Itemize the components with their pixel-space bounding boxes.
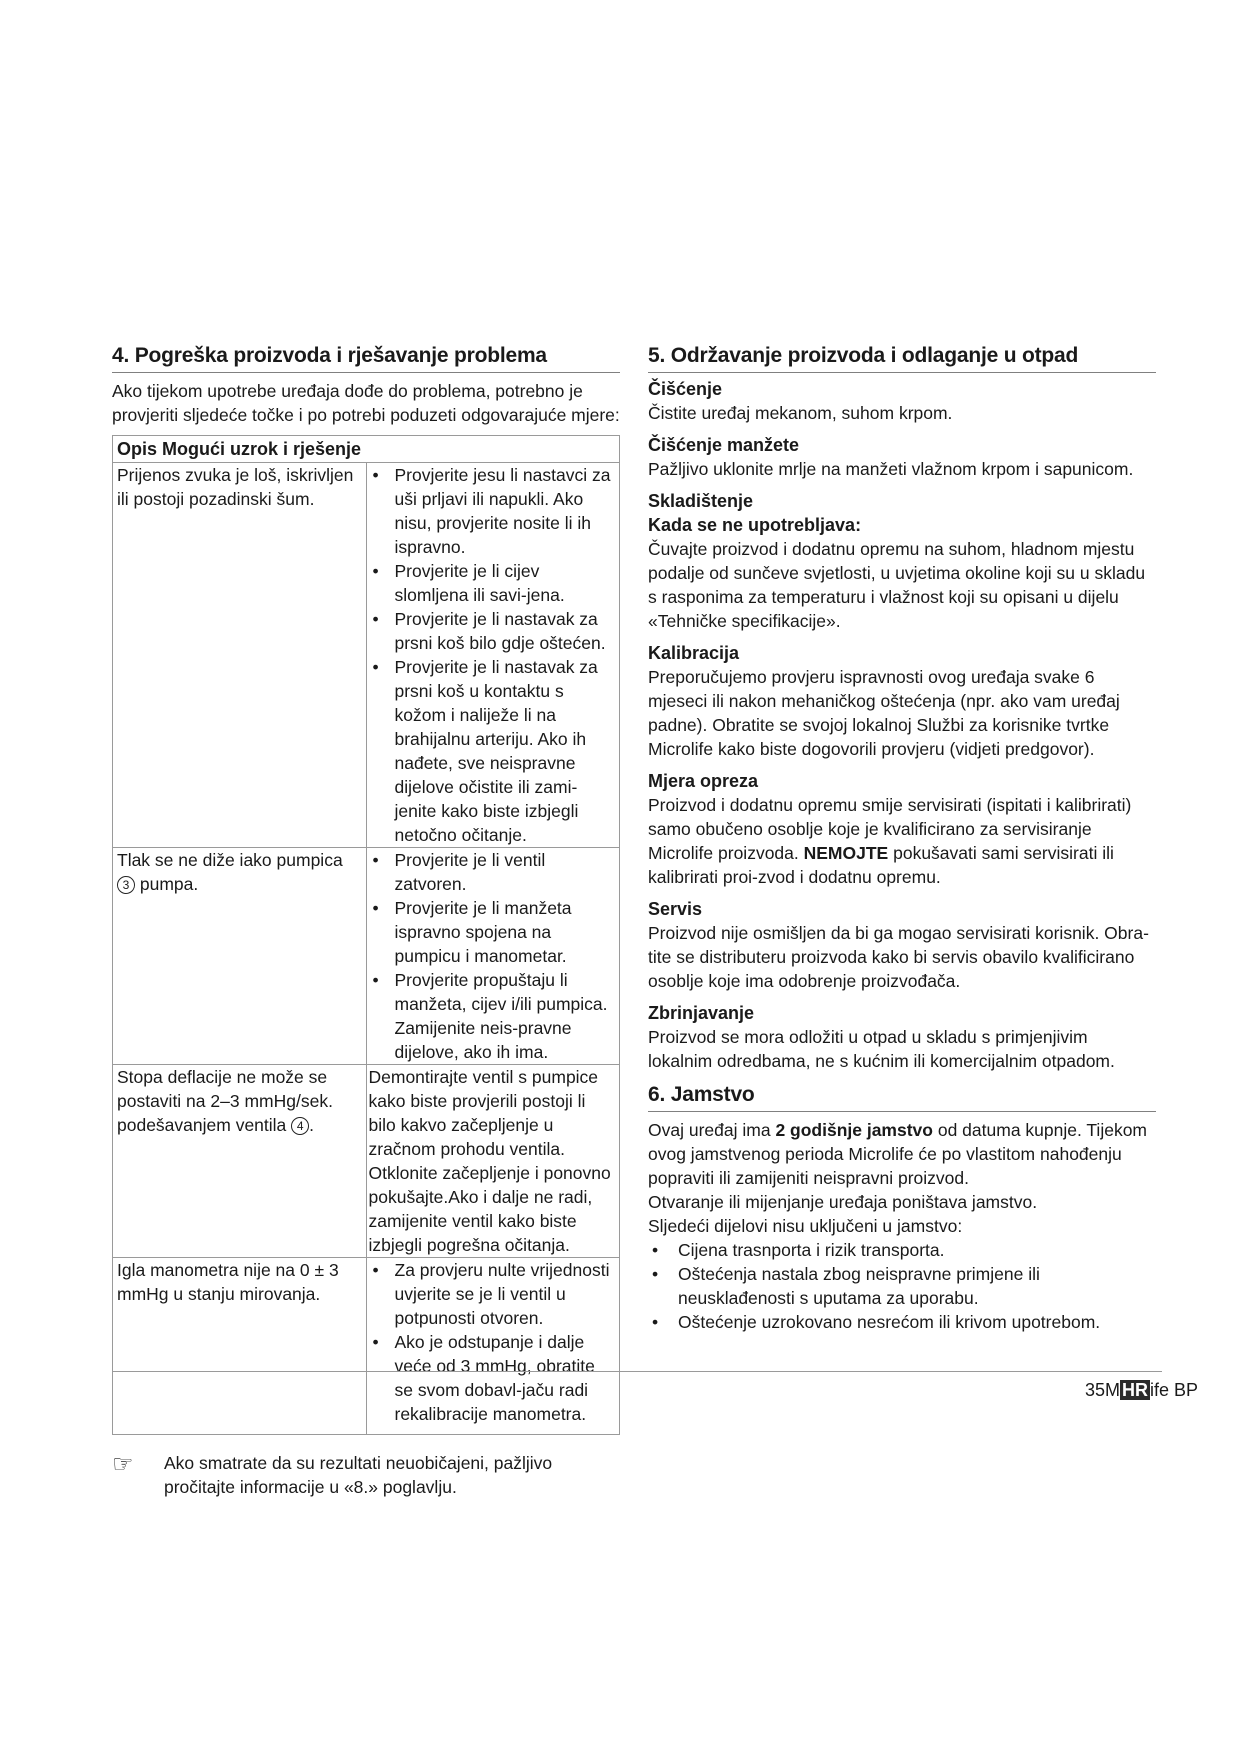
table-row [113,848,620,1065]
list-item: • Ako je odstupanje i dalje veće od 3 mmHg, obratite se svom dobavl-jaču radi rekalibracije manometra. [369,1330,618,1426]
calibration-title: Kalibracija [648,643,740,663]
cuff-cleaning-text: Pažljivo uklonite mrlje na manžeti vlažnom krpom i sapunicom. [648,459,1134,479]
list-item: • Provjerite je li manžeta ispravno spojena na pumpicu i manometar. [369,896,618,968]
note-text: Ako smatrate da su rezultati neuobičajeni, pažljivo pročitajte informacije u «8.» poglavlju. [164,1453,553,1497]
storage-text: Čuvajte proizvod i dodatnu opremu na suhom, hladnom mjestu podalje od sunčeve svjetlosti, u uvjetima okoline koji su u skladu s rasponima za temperaturu i vlažnost koji su opisani u dijelu «Tehničke specifikacije». [648,539,1146,631]
precaution-title: Mjera opreza [648,771,759,791]
list-item: • Provjerite je li ventil zatvoren. [369,848,618,896]
row-solution: Demontirajte ventil s pumpice kako biste provjerili postoji li bilo kakvo začepljenje u zračnom prohodu ventila. Otklonite začepljenje i ponovno pokušajte.Ako i dalje ne radi, zamijenite ventil kako biste izbjegli pogrešna očitanja. [366,1065,620,1258]
table-row [113,463,620,848]
section-6-title: 6. Jamstvo [648,1081,1156,1112]
list-item: • Za provjeru nulte vrijednosti uvjerite se je li ventil u potpunosti otvoren. [369,1258,618,1330]
product-name: ife BP [1149,1380,1198,1400]
row-description: Prijenos zvuka je loš, iskrivljen ili postoji pozadinski šum. [113,463,367,848]
pointing-hand-icon: ☞ [112,1451,134,1478]
table-row [113,1065,620,1258]
list-item: • Provjerite jesu li nastavci za uši prljavi ili napukli. Ako nisu, provjerite nosite li ih ispravno. [369,463,618,559]
list-item: • Provjerite propuštaju li manžeta, cijev i/ili pumpica. Zamijenite neis-pravne dijelove, ako ih ima. [369,968,618,1064]
list-item: • Oštećenja nastala zbog neispravne primjene ili neusklađenosti s uputama za uporabu. [648,1262,1156,1310]
footer-divider [112,1371,1162,1372]
warranty-line-3: Sljedeći dijelovi nisu uključeni u jamstvo: [648,1216,963,1236]
troubleshooting-table [112,435,620,1435]
warranty-exclusions [648,1238,1156,1334]
row-description: Tlak se ne diže iako pumpica 3 pumpa. [113,848,367,1065]
list-item: • Oštećenje uzrokovano nesrećom ili krivom upotrebom. [648,1310,1156,1334]
section-4-intro: Ako tijekom upotrebe uređaja dođe do problema, potrebno je provjeriti sljedeće točke i po potrebi poduzeti odgovarajuće mjere: [112,381,620,425]
warranty-text: Ovaj uređaj ima 2 godišnje jamstvo od datuma kupnje. Tijekom ovog jamstvenog perioda Microlife će po vlastitom nahođenju popraviti ili zamijeniti neispravni proizvod. [648,1120,1148,1188]
cleaning-title: Čišćenje [648,379,723,399]
service-text: Proizvod nije osmišljen da bi ga mogao servisirati korisnik. Obra-tite se distributeru proizvoda kako bi servis obavilo kvalificirano osoblje koje ima odobrenje proizvođača. [648,923,1149,991]
precaution-block [648,769,1156,889]
part-number-4-icon: 4 [291,1117,309,1135]
cuff-cleaning-title: Čišćenje manžete [648,435,800,455]
storage-block [648,489,1156,633]
row-solution [366,1258,620,1435]
table-header: Opis Mogući uzrok i rješenje [113,436,620,463]
calibration-text: Preporučujemo provjeru ispravnosti ovog uređaja svake 6 mjeseci ili nakon mehaničkog oštećenja (npr. ako vam uređaj padne). Obratite se svojoj lokalnoj Službi za korisnike tvrtke Microlife kako biste dogovorili provjeru (vidjeti predgovor). [648,667,1120,759]
list-item: • Cijena trasnporta i rizik transporta. [648,1238,1156,1262]
warranty-line-2: Otvaranje ili mijenjanje uređaja poništava jamstvo. [648,1192,1038,1212]
page-footer [1085,1377,1198,1403]
row-description: Igla manometra nije na 0 ± 3 mmHg u stanju mirovanja. [113,1258,367,1435]
cleaning-text: Čistite uređaj mekanom, suhom krpom. [648,403,953,423]
list-item: • Provjerite je li nastavak za prsni koš bilo gdje oštećen. [369,607,618,655]
left-column [112,342,620,1499]
section-5-title: 5. Održavanje proizvoda i odlaganje u otpad [648,342,1156,373]
storage-title: Skladištenje [648,491,754,511]
calibration-block [648,641,1156,761]
storage-subtitle: Kada se ne upotrebljava: [648,515,862,535]
disposal-block [648,1001,1156,1073]
service-block [648,897,1156,993]
service-title: Servis [648,899,703,919]
list-item: • Provjerite je li cijev slomljena ili savi-jena. [369,559,618,607]
disposal-text: Proizvod se mora odložiti u otpad u skladu s primjenjivim lokalnim odredbama, ne s kućnim ili komercijalnim otpadom. [648,1027,1115,1071]
row-solution [366,848,620,1065]
row-solution [366,463,620,848]
disposal-title: Zbrinjavanje [648,1003,755,1023]
cuff-cleaning-block [648,433,1156,481]
list-item: • Provjerite je li nastavak za prsni koš u kontaktu s kožom i naliježe li na brahijalnu arteriju. Ako ih nađete, sve neispravne dijelove očistite ili zami-jenite kako biste izbjegli netočno očitanje. [369,655,618,847]
part-number-3-icon: 3 [117,876,135,894]
right-column [648,342,1156,1334]
note [112,1451,620,1499]
precaution-text: Proizvod i dodatnu opremu smije servisirati (ispitati i kalibrirati) samo obučeno osoblje koje je kvalificirano za servisiranje Microlife proizvoda. NEMOJTE pokušavati sami servisirati ili kalibrirati proi-zvod i dodatnu opremu. [648,795,1132,887]
section-4-title: 4. Pogreška proizvoda i rješavanje problema [112,342,620,373]
cleaning-block [648,377,1156,425]
language-tag: HR [1121,1380,1148,1400]
warranty-block [648,1118,1156,1334]
page-number: 35M [1084,1380,1120,1400]
row-description: Stopa deflacije ne može se postaviti na 2–3 mmHg/sek. podešavanjem ventila 4 . [113,1065,367,1258]
table-row [113,1258,620,1435]
